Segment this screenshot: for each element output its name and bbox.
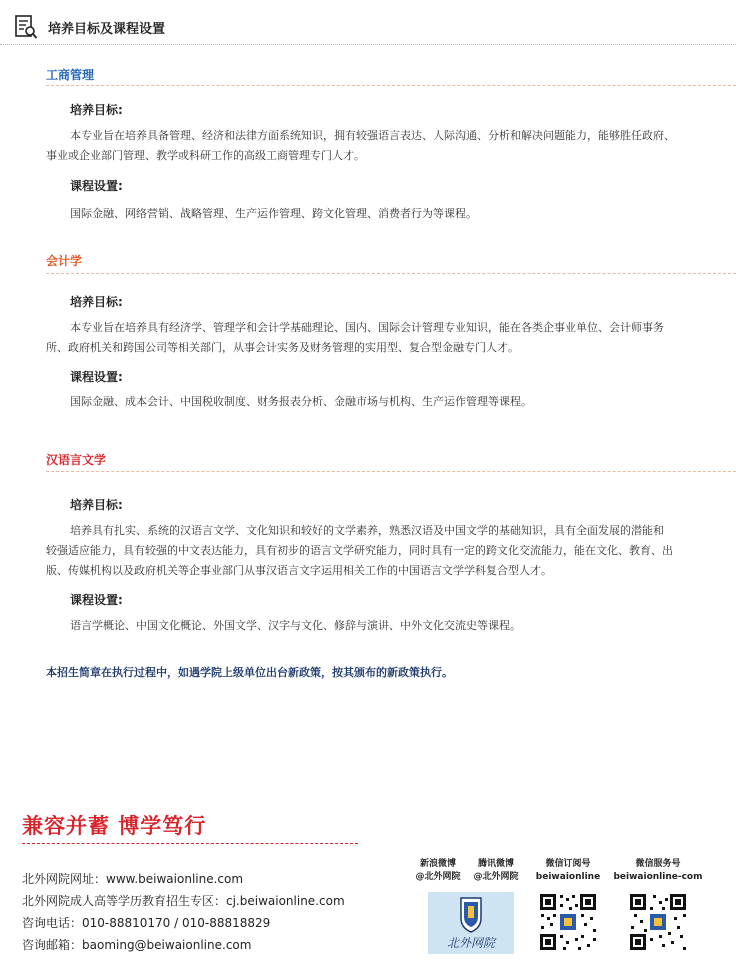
qr-code-wechat-subscription[interactable] — [538, 892, 598, 952]
course-text: 语言学概论、中国文化概论、外国文学、汉字与文化、修辞与演讲、中外文化交流史等课程。 — [70, 619, 521, 632]
goal-text: 本专业旨在培养具有经济学、管理学和会计学基础理论、国内、国际会计管理专业知识，能在各类企事业单位、会计师事务 所、政府机关和跨国公司等相关部门，从事会计实务及财务管理的实用型、复合型金融专门人才。 — [46, 321, 664, 354]
wechat-subscription-label: 微信订阅号 beiwaionline — [535, 859, 601, 882]
header-divider — [0, 44, 736, 45]
course-text: 国际金融、成本会计、中国税收制度、财务报表分析、金融市场与机构、生产运作管理等课程。 — [70, 395, 532, 408]
section-divider — [46, 85, 736, 86]
page-title: 培养目标及课程设置 — [48, 21, 166, 37]
contact-admission-site[interactable]: 北外网院成人高等学历教育招生专区：cj.beiwaionline.com — [22, 894, 345, 908]
course-label: 课程设置: — [70, 593, 123, 607]
contact-phone: 咨询电话：010-88810170 / 010-88818829 — [22, 916, 271, 930]
goal-text: 培养具有扎实、系统的汉语言文学、文化知识和较好的文学素养，熟悉汉语及中国文学的基础知识，具有全面发展的潜能和 较强适应能力，具有较强的中文表达能力，具有初步的语言文学研究能力，同时具有一定的跨文化交流能力，能在文化、教育、出 版、传媒机构以及政府机关等企事业部门从事汉语言文字运用相关工作的中国语言文学学科复合型人才。 — [46, 524, 673, 577]
qr-code-wechat-service[interactable] — [628, 892, 688, 952]
logo-text: 北外网院 — [446, 936, 495, 950]
major-title-business: 工商管理 — [46, 68, 95, 82]
slogan-divider — [22, 843, 358, 844]
major-title-accounting: 会计学 — [46, 254, 83, 268]
document-search-icon — [14, 14, 38, 40]
slogan: 兼容并蓄 博学笃行 — [22, 814, 207, 838]
tencent-weibo-label[interactable]: 腾讯微博 @北外网院 — [473, 859, 519, 882]
goal-label: 培养目标: — [70, 498, 123, 512]
course-label: 课程设置: — [70, 179, 123, 193]
course-label: 课程设置: — [70, 370, 123, 384]
course-text: 国际金融、网络营销、战略管理、生产运作管理、跨文化管理、消费者行为等课程。 — [70, 207, 477, 220]
beiwai-logo — [428, 892, 514, 954]
section-divider — [46, 273, 736, 274]
section-divider — [46, 471, 736, 472]
wechat-service-label: 微信服务号 beiwaionline-com — [613, 859, 703, 882]
policy-notice: 本招生简章在执行过程中，如遇学院上级单位出台新政策，按其颁布的新政策执行。 — [46, 666, 453, 679]
goal-label: 培养目标: — [70, 295, 123, 309]
page-header — [14, 14, 165, 40]
contact-email[interactable]: 咨询邮箱：baoming@beiwaionline.com — [22, 938, 252, 952]
sina-weibo-label[interactable]: 新浪微博 @北外网院 — [415, 859, 461, 882]
goal-label: 培养目标: — [70, 103, 123, 117]
major-title-chinese-literature: 汉语言文学 — [46, 453, 107, 467]
goal-text: 本专业旨在培养具备管理、经济和法律方面系统知识，拥有较强语言表达、人际沟通、分析和解决问题能力，能够胜任政府、 事业或企业部门管理、教学或科研工作的高级工商管理专门人才。 — [46, 129, 675, 162]
contact-website[interactable]: 北外网院网址：www.beiwaionline.com — [22, 872, 244, 886]
